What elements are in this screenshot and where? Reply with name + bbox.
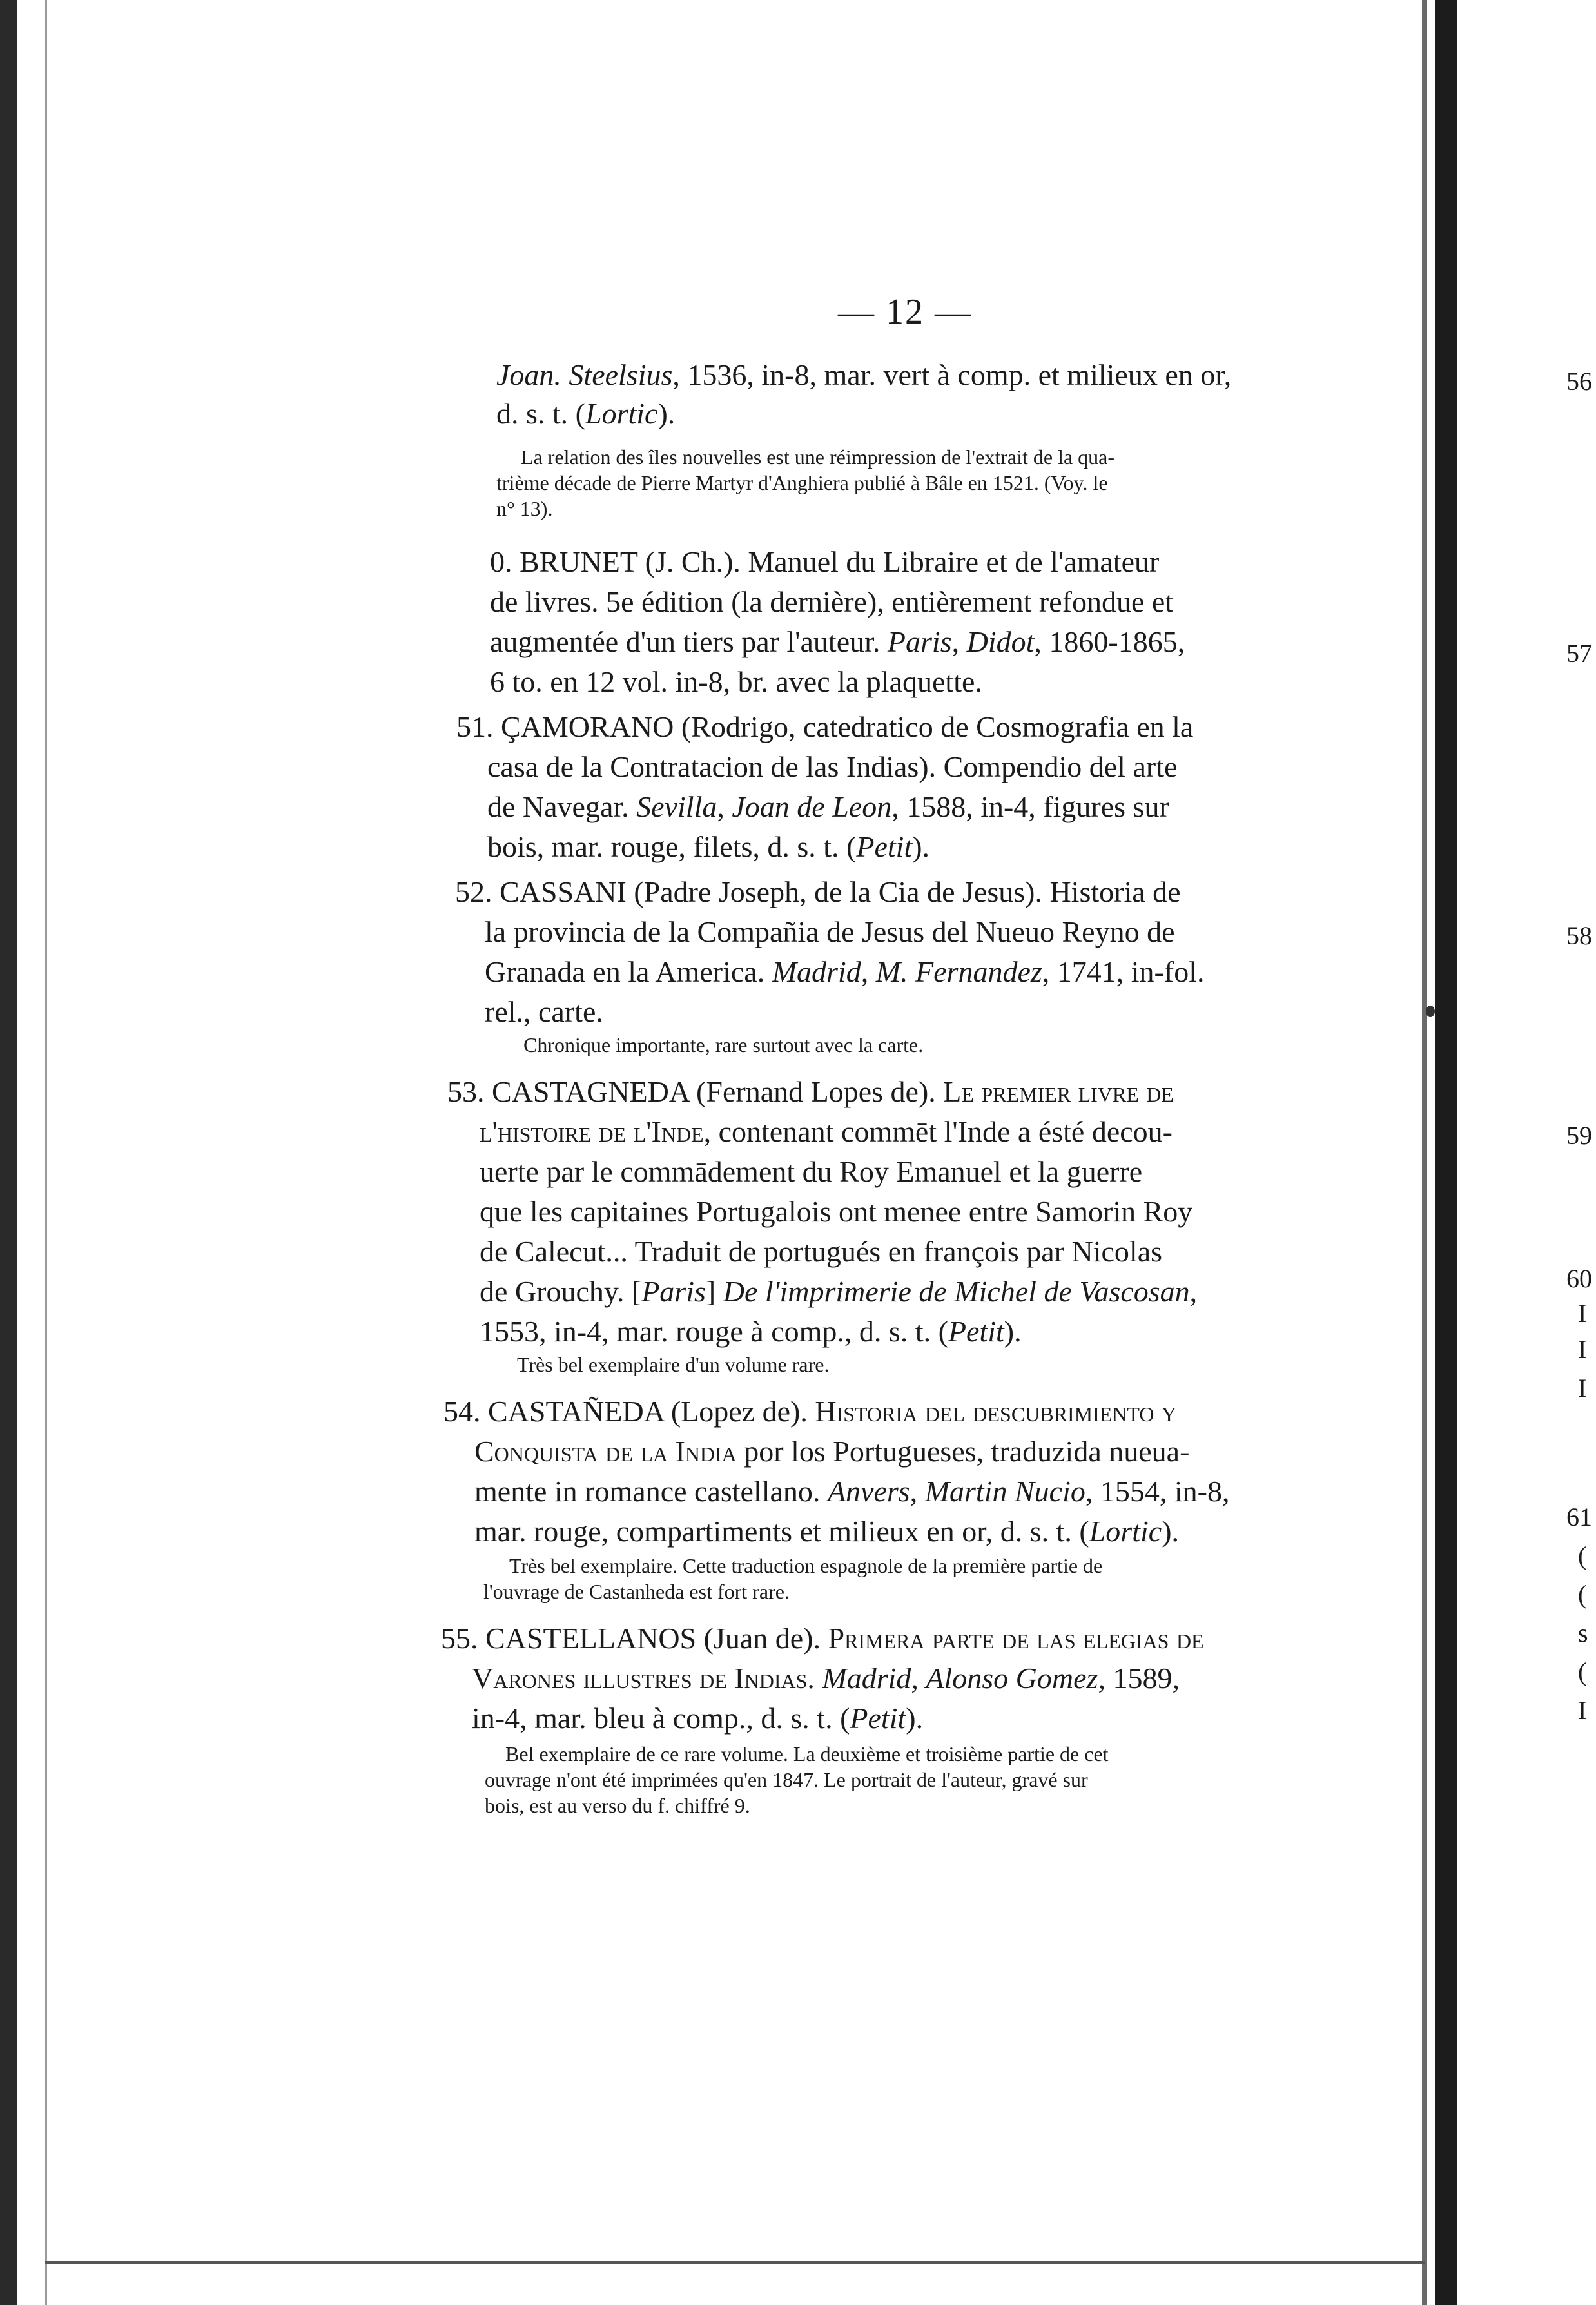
entry-line: rel., carte. (485, 995, 603, 1028)
entry-line: bois, mar. rouge, filets, d. s. t. (Petit). (487, 830, 930, 863)
facing-page-number: 58 (1566, 921, 1592, 950)
entry-note: l'ouvrage de Castanheda est fort rare. (483, 1580, 790, 1603)
entry-line: de livres. 5e édition (la dernière), entièrement refondue et (490, 585, 1174, 618)
entry-line: uerte par le commādement du Roy Emanuel et la guerre (480, 1155, 1143, 1188)
entry-line: augmentée d'un tiers par l'auteur. Paris, Didot, 1860-1865, (490, 625, 1185, 658)
entry-line: la provincia de la Compañia de Jesus del Nueuo Reyno de (485, 915, 1175, 948)
scan-gutter (1435, 0, 1457, 2305)
entry-line: mar. rouge, compartiments et milieux en or, d. s. t. (Lortic). (474, 1515, 1180, 1548)
entry-note: Très bel exemplaire. Cette traduction espagnole de la première partie de (509, 1554, 1103, 1577)
entry-line: casa de la Contratacion de las Indias). Compendio del arte (487, 750, 1178, 783)
entry-note: La relation des îles nouvelles est une réimpression de l'extrait de la qua- (521, 445, 1115, 469)
facing-page-number: 57 (1566, 639, 1592, 668)
entry-line: in-4, mar. bleu à comp., d. s. t. (Petit). (472, 1702, 924, 1735)
entry-line: de Navegar. Sevilla, Joan de Leon, 1588, in-4, figures sur (487, 790, 1169, 823)
entry-note: Bel exemplaire de ce rare volume. La deuxième et troisième partie de cet (505, 1742, 1109, 1765)
entry-note: Très bel exemplaire d'un volume rare. (517, 1353, 830, 1376)
entry-note: ouvrage n'ont été imprimées qu'en 1847. Le portrait de l'auteur, gravé sur (485, 1768, 1088, 1791)
entry-line: Conquista de la India por los Portugueses, traduzida nueua- (474, 1435, 1190, 1468)
entry-line: Varones illustres de Indias. Madrid, Alonso Gomez, 1589, (472, 1662, 1180, 1695)
facing-page-number: 59 (1566, 1121, 1592, 1150)
entry-line: 51. ÇAMORANO (Rodrigo, catedratico de Cosmografia en la (456, 710, 1194, 743)
facing-page-fragment: I (1578, 1374, 1587, 1403)
facing-page-fragment: ( (1578, 1541, 1587, 1570)
entry-line: Granada en la America. Madrid, M. Fernandez, 1741, in-fol. (485, 955, 1205, 988)
facing-page-number: 60 (1566, 1264, 1592, 1293)
page-number: — 12 — (838, 292, 972, 332)
facing-page-number: 61 (1566, 1503, 1592, 1532)
entry-line: de Calecut... Traduit de portugués en françois par Nicolas (480, 1235, 1163, 1268)
ink-spot (1426, 1006, 1435, 1017)
entry-note: bois, est au verso du f. chiffré 9. (485, 1794, 750, 1817)
entry-line: 54. CASTAÑEDA (Lopez de). Historia del descubrimiento y (443, 1395, 1177, 1428)
entry-line: 55. CASTELLANOS (Juan de). Primera parte de las elegias de (441, 1622, 1204, 1655)
entry-line: Joan. Steelsius, 1536, in-8, mar. vert à comp. et milieux en or, (496, 358, 1232, 391)
entry-line: l'histoire de l'Inde, contenant commēt l'Inde a ésté decou- (480, 1115, 1173, 1148)
entry-note: trième décade de Pierre Martyr d'Anghiera publié à Bâle en 1521. (Voy. le (496, 471, 1108, 494)
entry-line: d. s. t. (Lortic). (496, 397, 676, 430)
entry-line: 1553, in-4, mar. rouge à comp., d. s. t. (Petit). (480, 1315, 1022, 1348)
facing-page-fragment: I (1578, 1299, 1587, 1328)
entry-line: 52. CASSANI (Padre Joseph, de la Cia de Jesus). Historia de (455, 875, 1181, 908)
entry-line: 6 to. en 12 vol. in-8, br. avec la plaquette. (490, 665, 982, 698)
facing-page-fragment: s (1578, 1619, 1588, 1648)
entry-line: mente in romance castellano. Anvers, Martin Nucio, 1554, in-8, (474, 1475, 1230, 1508)
facing-page-fragment: ( (1578, 1580, 1587, 1609)
entry-line: 53. CASTAGNEDA (Fernand Lopes de). Le premier livre de (447, 1075, 1174, 1108)
entry-line: 0. BRUNET (J. Ch.). Manuel du Libraire et de l'amateur (490, 545, 1160, 578)
entry-note: n° 13). (496, 497, 553, 520)
entry-line: que les capitaines Portugalois ont menee entre Samorin Roy (480, 1195, 1193, 1228)
facing-page-fragment: I (1578, 1696, 1587, 1725)
entry-line: de Grouchy. [Paris] De l'imprimerie de Michel de Vascosan, (480, 1275, 1198, 1308)
facing-page-fragment: I (1578, 1335, 1587, 1364)
entry-note: Chronique importante, rare surtout avec la carte. (523, 1033, 924, 1056)
scan-gutter-shadow (1422, 0, 1427, 2305)
facing-page-fragment: ( (1578, 1657, 1587, 1686)
facing-page-number: 56 (1566, 367, 1592, 396)
